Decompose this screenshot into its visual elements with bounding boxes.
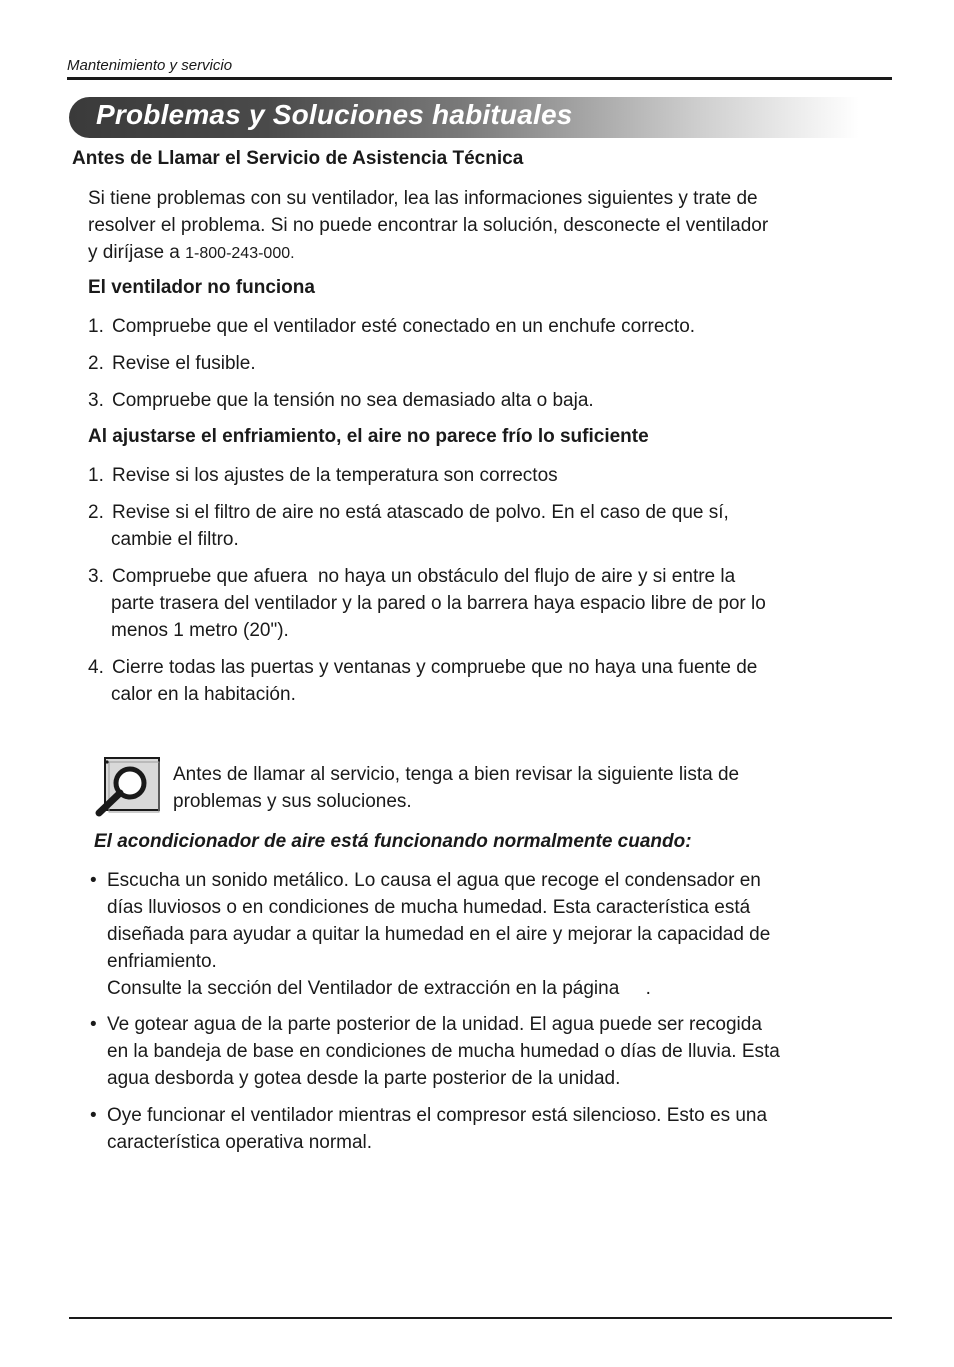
item-number: 1.: [88, 465, 104, 486]
intro-line: Si tiene problemas con su ventilador, lea las informaciones siguientes y trate de: [88, 188, 758, 209]
item-text: Compruebe que el ventilador esté conectado en un enchufe correcto.: [112, 316, 696, 337]
item-text: Revise si los ajustes de la temperatura son correctos: [112, 465, 558, 486]
bullet-text: agua desborda y gotea desde la parte posterior de la unidad.: [107, 1068, 621, 1089]
bullet-text: Oye funcionar el ventilador mientras el compresor está silencioso. Esto es una: [107, 1105, 768, 1126]
bullet-item: [90, 1011, 920, 1092]
item-number: 4.: [88, 657, 104, 678]
bullet-text: Consulte la sección del Ventilador de extracción en la página .: [107, 978, 651, 999]
note-line: problemas y sus soluciones.: [173, 791, 412, 812]
header-rule: [67, 77, 892, 80]
item-number: 1.: [88, 316, 104, 337]
section1-heading: El ventilador no funciona: [88, 277, 315, 298]
list-item: [88, 462, 908, 489]
page-title: Problemas y Soluciones habituales: [96, 99, 573, 130]
item-text: menos 1 metro (20").: [111, 620, 289, 641]
bullet-text: en la bandeja de base en condiciones de mucha humedad o días de lluvia. Esta: [107, 1041, 780, 1062]
magnifier-icon: [93, 756, 161, 818]
bullet-text: Ve gotear agua de la parte posterior de la unidad. El agua puede ser recogida: [107, 1014, 762, 1035]
section-label: Mantenimiento y servicio: [67, 57, 233, 74]
item-text: cambie el filtro.: [111, 529, 239, 550]
item-text: Revise si el filtro de aire no está atascado de polvo. En el caso de que sí,: [112, 502, 729, 523]
footer-rule: [69, 1317, 892, 1319]
bullet-item: [90, 867, 920, 1002]
list-item: [88, 350, 908, 377]
item-number: 3.: [88, 566, 104, 587]
bullet-item: [90, 1102, 920, 1156]
intro-line: resolver el problema. Si no puede encontrar la solución, desconecte el ventilador: [88, 215, 769, 236]
list-item: [88, 563, 908, 644]
main-heading: Antes de Llamar el Servicio de Asistencia Técnica: [72, 148, 524, 169]
bullet-dot: •: [90, 1105, 97, 1126]
item-number: 2.: [88, 502, 104, 523]
list-item: [88, 313, 908, 340]
phone-number: 1-800-243-000.: [185, 245, 295, 262]
item-text: Compruebe que afuera no haya un obstáculo del flujo de aire y si entre la: [112, 566, 736, 587]
note-line: Antes de llamar al servicio, tenga a bien revisar la siguiente lista de: [173, 764, 740, 785]
bullet-dot: •: [90, 1014, 97, 1035]
item-text: Revise el fusible.: [112, 353, 256, 374]
item-text: parte trasera del ventilador y la pared o la barrera haya espacio libre de por lo: [111, 593, 766, 614]
bullet-dot: •: [90, 870, 97, 891]
section3-heading: El acondicionador de aire está funcionando normalmente cuando:: [94, 831, 692, 852]
item-text: Cierre todas las puertas y ventanas y compruebe que no haya una fuente de: [112, 657, 758, 678]
bullet-text: días lluviosos o en condiciones de mucha humedad. Esta característica está: [107, 897, 751, 918]
item-number: 2.: [88, 353, 104, 374]
list-item: [88, 387, 908, 414]
bullet-text: característica operativa normal.: [107, 1132, 373, 1153]
bullet-text: enfriamiento.: [107, 951, 217, 972]
list-item: [88, 654, 908, 708]
list-item: [88, 499, 908, 553]
bullet-text: Escucha un sonido metálico. Lo causa el agua que recoge el condensador en: [107, 870, 761, 891]
bullet-text: diseñada para ayudar a quitar la humedad en el aire y mejorar la capacidad de: [107, 924, 771, 945]
item-text: Compruebe que la tensión no sea demasiado alta o baja.: [112, 390, 594, 411]
intro-paragraph: [88, 185, 908, 267]
item-text: calor en la habitación.: [111, 684, 296, 705]
intro-line: [88, 239, 908, 267]
section2-heading: Al ajustarse el enfriamiento, el aire no parece frío lo suficiente: [88, 426, 649, 447]
note-text: [173, 761, 873, 815]
intro-line-text: y diríjase a: [88, 242, 186, 263]
item-number: 3.: [88, 390, 104, 411]
